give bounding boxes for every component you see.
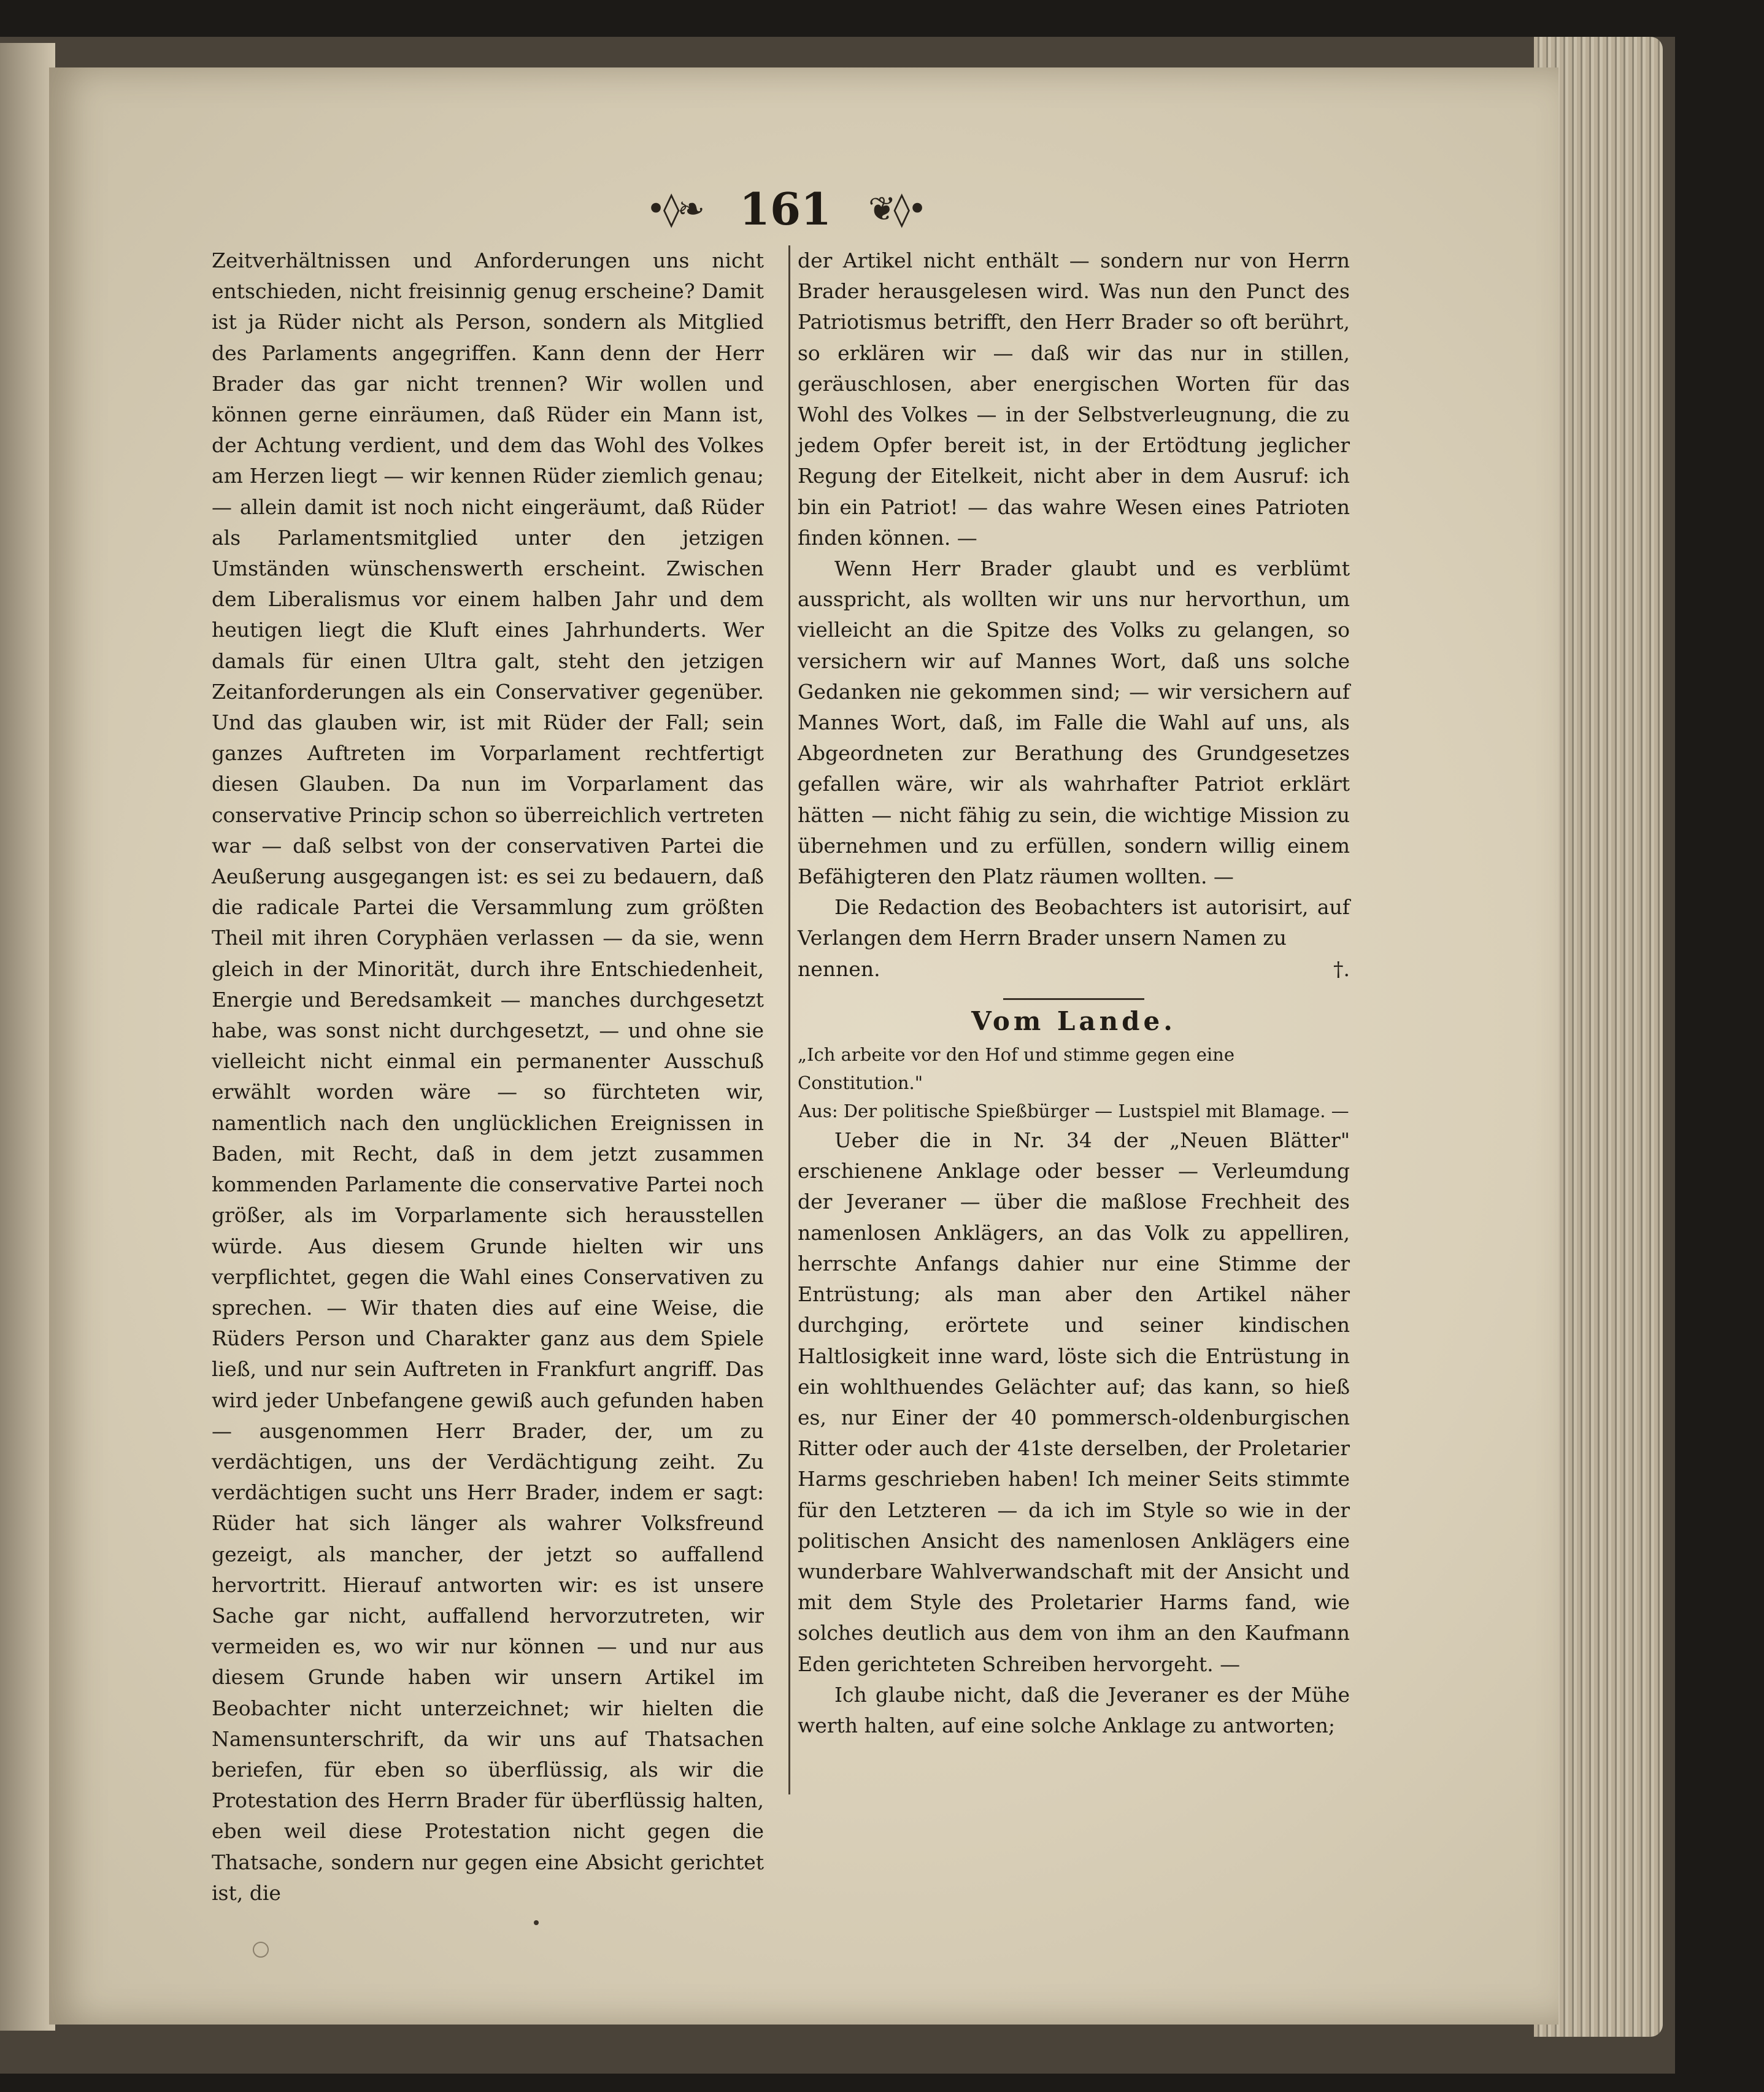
paper-stain <box>253 1942 269 1958</box>
left-column-text: Zeitverhältnissen und Anforderungen uns nicht entschieden, nicht freisinnig genug erscheine? Damit ist ja Rüder nicht als Person, sondern als Mitglied des Parlaments angegriffen. Kann denn der Herr Brader das gar nicht trennen? Wir wollen und können gerne einräumen, daß Rüder ein Mann ist, der Achtung verdient, und dem das Wohl des Volkes am Herzen liegt — wir kennen Rüder ziemlich genau; — allein damit ist noch nicht eingeräumt, daß Rüder als Parlamentsmitglied unter den jetzigen Umständen wünschenswerth erscheint. Zwischen dem Liberalismus vor einem halben Jahr und dem heutigen liegt die Kluft eines Jahrhunderts. Wer damals für einen Ultra galt, steht den jetzigen Zeitanforderungen als ein Conservativer gegenüber. Und das glauben wir, ist mit Rüder der Fall; sein ganzes Auftreten im Vorparlament rechtfertigt diesen Glauben. Da nun im Vorparlament das conservative Princip schon so überreichlich vertreten war — daß selbst von der conservativen Partei die Aeußerung ausgegangen ist: es sei zu bedauern, daß die radicale Partei die Versammlung zum größten Theil mit ihren Coryphäen verlassen — da sie, wenn gleich in der Minorität, durch ihre Entschiedenheit, Energie und Beredsamkeit — manches durchgesetzt habe, was sonst nicht durchgesetzt, — und ohne sie vielleicht nicht einmal ein permanenter Ausschuß erwählt worden wäre — so fürchteten wir, namentlich nach den unglücklichen Ereignissen in Baden, mit Recht, daß in dem jetzt zusammen kommenden Parlamente die conservative Partei noch größer, als im Vorparlamente sich herausstellen würde. Aus diesem Grunde hielten wir uns verpflichtet, gegen die Wahl eines Conservativen zu sprechen. — Wir thaten dies auf eine Weise, die Rüders Person und Charakter ganz aus dem Spiele ließ, und nur sein Auftreten in Frankfurt angriff. Das wird jeder Unbefangene gewiß auch gefunden haben — ausgenommen Herr Brader, der, um zu verdächtigen, uns der Verdächtigung zeiht. Zu verdächtigen sucht uns Herr Brader, indem er sagt: Rüder hat sich länger als wahrer Volksfreund gezeigt, als mancher, der jetzt so auffallend hervortritt. Hierauf antworten wir: es ist unsere Sache gar nicht, auffallend hervorzutreten, wir vermeiden es, wo wir nur können — und nur aus diesem Grunde haben wir unsern Artikel im Beobachter nicht unterzeichnet; wir hielten die Namensunterschrift, da wir uns auf Thatsachen beriefen, für eben so überflüssig, als wir die Protestation des Herrn Brader für überflüssig halten, eben weil diese Protestation nicht gegen die Thatsache, sondern nur gegen eine Absicht gerichtet ist, die <box>212 248 764 1905</box>
page-number: 161 <box>739 182 832 235</box>
signature-dagger: †. <box>1333 956 1350 981</box>
paragraph-anklage: Ueber die in Nr. 34 der „Neuen Blätter" erschienene Anklage oder besser — Verleumdung der Jeveraner — über die maßlose Frechheit des namenlosen Anklägers, an das Volk zu appelliren, herrschte Anfangs dahier nur eine Stimme der Entrüstung; als man aber den Artikel näher durchging, erörtete und seiner kindischen Haltlosigkeit inne ward, löste sich die Entrüstung in ein wohlthuendes Gelächter auf; das kann, so hieß es, nur Einer der 40 pommersch-oldenburgischen Ritter oder auch der 41ste derselben, der Proletarier Harms geschrieben haben! Ich meiner Seits stimmte für den Letzteren — da ich im Style so wie in der politischen Ansicht des namenlosen Anklägers eine wunderbare Wahlverwandschaft mit der Ansicht und mit dem Style des Proletarier Harms fand, wie solches deutlich aus dem von ihm an den Kaufmann Eden gerichteten Schreiben hervorgeht. — <box>798 1128 1350 1676</box>
signature-line <box>798 954 1350 985</box>
ornament-right-icon: ❦◊• <box>868 189 925 228</box>
page-header <box>638 184 933 233</box>
section-separator <box>1003 998 1144 1000</box>
section-title: Vom Lande. <box>971 1006 1176 1036</box>
right-column <box>798 245 1350 1741</box>
paragraph-mannes-wort: Wenn Herr Brader glaubt und es verblümt ausspricht, als wollten wir uns nur hervorthun, um vielleicht an die Spitze des Volks zu gelangen, so versichern wir auf Mannes Wort, daß uns solche Gedanken nie gekommen sind; — wir versichern auf Mannes Wort, daß, im Falle die Wahl auf uns, als Abgeordneten zur Berathung des Grundgesetzes gefallen wäre, wir als wahrhafter Patriot erklärt hätten — nicht fähig zu sein, die wichtige Mission zu übernehmen und zu erfüllen, sondern willig einem Befähigteren den Platz räumen wollten. — <box>798 556 1350 889</box>
epigraph: „Ich arbeite vor den Hof und stimme gegen eine Constitution." <box>798 1044 1235 1094</box>
paragraph-jeveraner: Ich glaube nicht, daß die Jeveraner es der Mühe werth halten, auf eine solche Anklage zu antworten; <box>798 1682 1350 1737</box>
paper-speck <box>534 1920 539 1925</box>
left-column <box>212 245 764 1909</box>
paragraph-redaction-end: nennen. <box>798 956 880 981</box>
paragraph-redaction: Die Redaction des Beobachters ist autorisirt, auf Verlangen dem Herrn Brader unsern Namen zu <box>798 895 1350 950</box>
ornament-left-icon: •◊❧ <box>646 189 703 228</box>
left-page-edge <box>0 43 55 2031</box>
paragraph-patriotismus: der Artikel nicht enthält — sondern nur von Herrn Brader herausgelesen wird. Was nun den Punct des Patriotismus betrifft, den Herr Brader so oft berührt, so erklären wir — daß wir das nur in stillen, geräuschlosen, aber energischen Worten für das Wohl des Volkes — in der Selbstverleugnung, die zu jedem Opfer bereit ist, in der Ertödtung jeglicher Regung der Eitelkeit, nicht aber in dem Ausruf: ich bin ein Patriot! — das wahre Wesen eines Patrioten finden können. — <box>798 248 1350 550</box>
epigraph-source: Aus: Der politische Spießbürger — Lustspiel mit Blamage. — <box>798 1101 1349 1122</box>
column-divider <box>788 245 790 1794</box>
